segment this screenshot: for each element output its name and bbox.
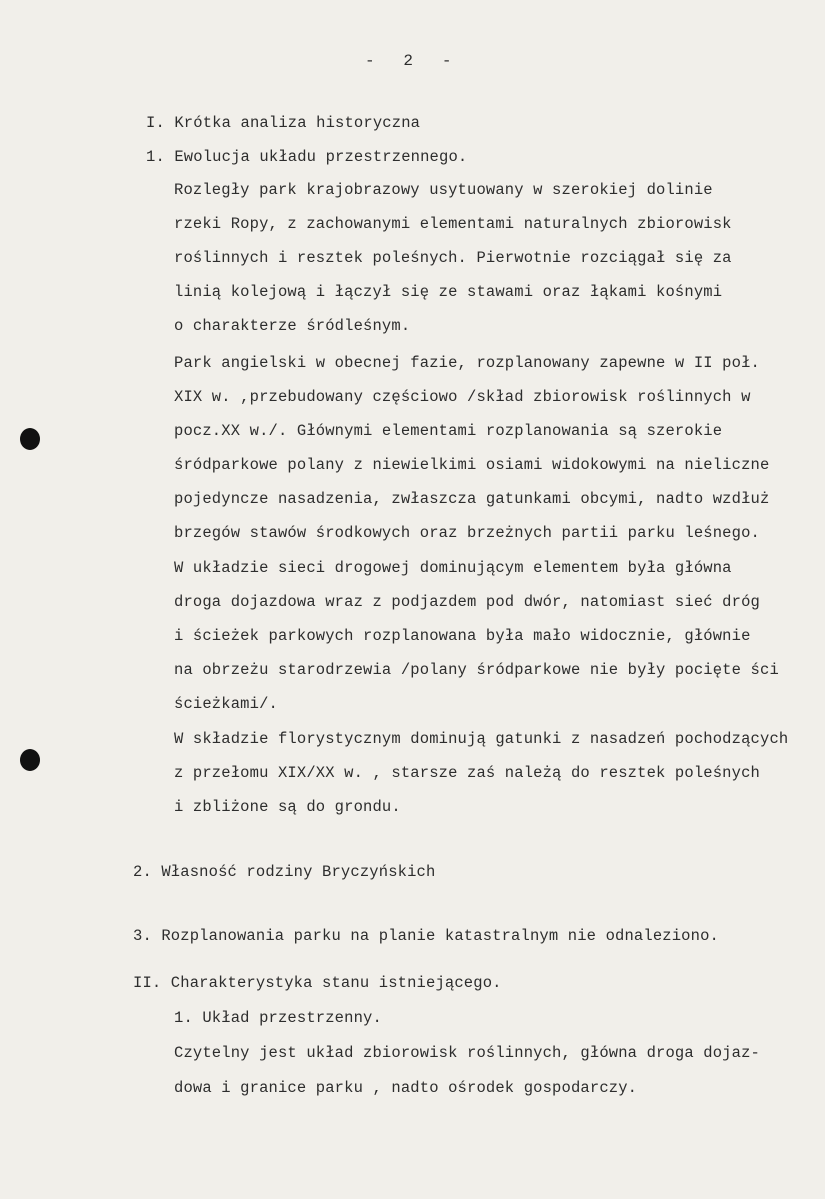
paragraph-line: dowa i granice parku , nadto ośrodek gospodarczy. — [174, 1079, 638, 1097]
paragraph-line: Park angielski w obecnej fazie, rozplanowany zapewne w II poł. — [174, 354, 760, 372]
paragraph-line: XIX w. ,przebudowany częściowo /skład zbiorowisk roślinnych w — [174, 388, 751, 406]
section-heading: I. Krótka analiza historyczna — [146, 114, 421, 132]
paragraph-line: linią kolejową i łączył się ze stawami oraz łąkami kośnymi — [174, 283, 723, 301]
paragraph-line: pojedyncze nasadzenia, zwłaszcza gatunkami obcymi, nadto wzdłuż — [174, 490, 770, 508]
numbered-item: 2. Własność rodziny Bryczyńskich — [133, 863, 436, 881]
paragraph-line: o charakterze śródleśnym. — [174, 317, 411, 335]
subsection-heading: 1. Ewolucja układu przestrzennego. — [146, 148, 468, 166]
paragraph-line: i zbliżone są do grondu. — [174, 798, 401, 816]
paragraph-line: ścieżkami/. — [174, 695, 278, 713]
punch-hole — [20, 749, 40, 771]
paragraph-line: Czytelny jest układ zbiorowisk roślinnych, główna droga dojaz- — [174, 1044, 760, 1062]
subsection-heading: 1. Układ przestrzenny. — [174, 1009, 382, 1027]
numbered-item: 3. Rozplanowania parku na planie katastralnym nie odnaleziono. — [133, 927, 719, 945]
paragraph-line: roślinnych i resztek poleśnych. Pierwotnie rozciągał się za — [174, 249, 732, 267]
paragraph-line: na obrzeżu starodrzewia /polany śródparkowe nie były pocięte ści — [174, 661, 779, 679]
section-heading: II. Charakterystyka stanu istniejącego. — [133, 974, 502, 992]
paragraph-line: brzegów stawów środkowych oraz brzeżnych partii parku leśnego. — [174, 524, 760, 542]
paragraph-line: i ścieżek parkowych rozplanowana była mało widocznie, głównie — [174, 627, 751, 645]
punch-hole — [20, 428, 40, 450]
paragraph-line: W układzie sieci drogowej dominującym elementem była główna — [174, 559, 732, 577]
paragraph-line: rzeki Ropy, z zachowanymi elementami naturalnych zbiorowisk — [174, 215, 732, 233]
paragraph-line: W składzie florystycznym dominują gatunki z nasadzeń pochodzących — [174, 730, 789, 748]
paragraph-line: z przełomu XIX/XX w. , starsze zaś należą do resztek poleśnych — [174, 764, 760, 782]
paragraph-line: pocz.XX w./. Głównymi elementami rozplanowania są szerokie — [174, 422, 723, 440]
paragraph-line: droga dojazdowa wraz z podjazdem pod dwór, natomiast sieć dróg — [174, 593, 760, 611]
paragraph-line: śródparkowe polany z niewielkimi osiami widokowymi na nieliczne — [174, 456, 770, 474]
page-number: - 2 - — [365, 52, 452, 70]
paragraph-line: Rozległy park krajobrazowy usytuowany w szerokiej dolinie — [174, 181, 713, 199]
